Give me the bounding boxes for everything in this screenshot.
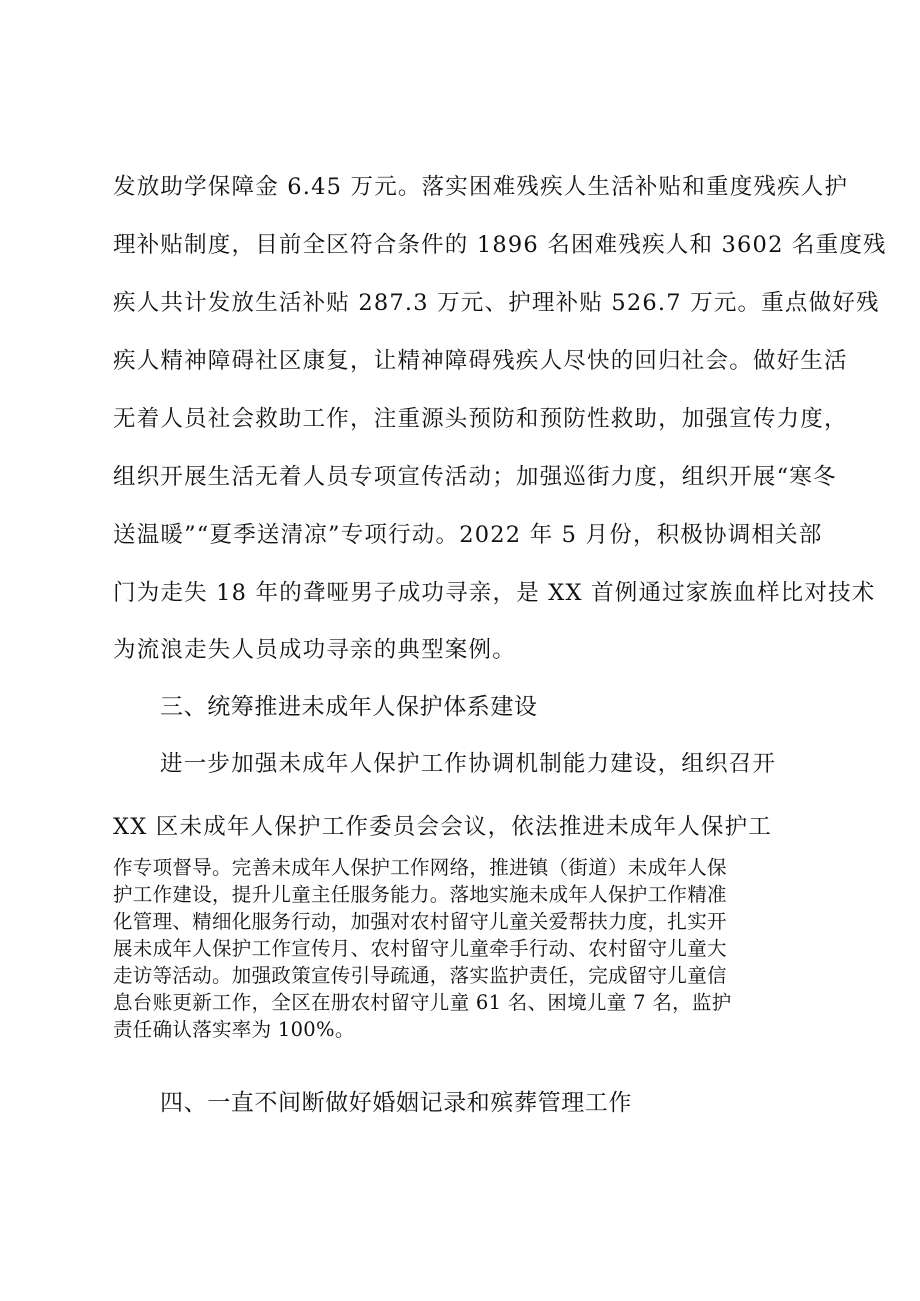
body-text-line: 门为走失 18 年的聋哑男子成功寻亲，是 XX 首例通过家族血样比对技术: [113, 580, 876, 606]
body-text-line: 展未成年人保护工作宣传月、农村留守儿童牵手行动、农村留守儿童大: [113, 937, 727, 960]
body-text-line: 护工作建设，提升儿童主任服务能力。落地实施未成年人保护工作精准: [113, 883, 727, 906]
section-heading: 四、一直不间断做好婚姻记录和殡葬管理工作: [160, 1090, 632, 1116]
body-text-line: 送温暖”“夏季送清凉”专项行动。2022 年 5 月份，积极协调相关部: [113, 522, 823, 548]
body-text-line: 责任确认落实率为 100%。: [113, 1018, 355, 1041]
body-text-line: 作专项督导。完善未成年人保护工作网络，推进镇（街道）未成年人保: [113, 856, 727, 879]
body-text-line: 化管理、精细化服务行动，加强对农村留守儿童关爱帮扶力度，扎实开: [113, 910, 727, 933]
body-text-line: 疾人精神障碍社区康复，让精神障碍残疾人尽快的回归社会。做好生活: [113, 348, 848, 374]
body-text-line: 发放助学保障金 6.45 万元。落实困难残疾人生活补贴和重度残疾人护: [113, 174, 849, 200]
body-text-line: 为流浪走失人员成功寻亲的典型案例。: [113, 637, 516, 663]
body-text-line: 疾人共计发放生活补贴 287.3 万元、护理补贴 526.7 万元。重点做好残: [113, 290, 880, 316]
body-text-line: 走访等活动。加强政策宣传引导疏通，落实监护责任，完成留守儿童信: [113, 964, 727, 987]
body-text-line: 理补贴制度，目前全区符合条件的 1896 名困难残疾人和 3602 名重度残: [113, 232, 887, 258]
body-text-line: 进一步加强未成年人保护工作协调机制能力建设，组织召开: [160, 751, 777, 777]
body-text-line: 息台账更新工作，全区在册农村留守儿童 61 名、困境儿童 7 名，监护: [113, 991, 732, 1014]
body-text-line: 无着人员社会救助工作，注重源头预防和预防性救助，加强宣传力度，: [113, 406, 848, 432]
body-text-line: XX 区未成年人保护工作委员会会议，依法推进未成年人保护工: [113, 814, 772, 840]
body-text-line: 组织开展生活无着人员专项宣传活动；加强巡街力度，组织开展“寒冬: [113, 464, 837, 490]
section-heading: 三、统筹推进未成年人保护体系建设: [160, 694, 538, 720]
